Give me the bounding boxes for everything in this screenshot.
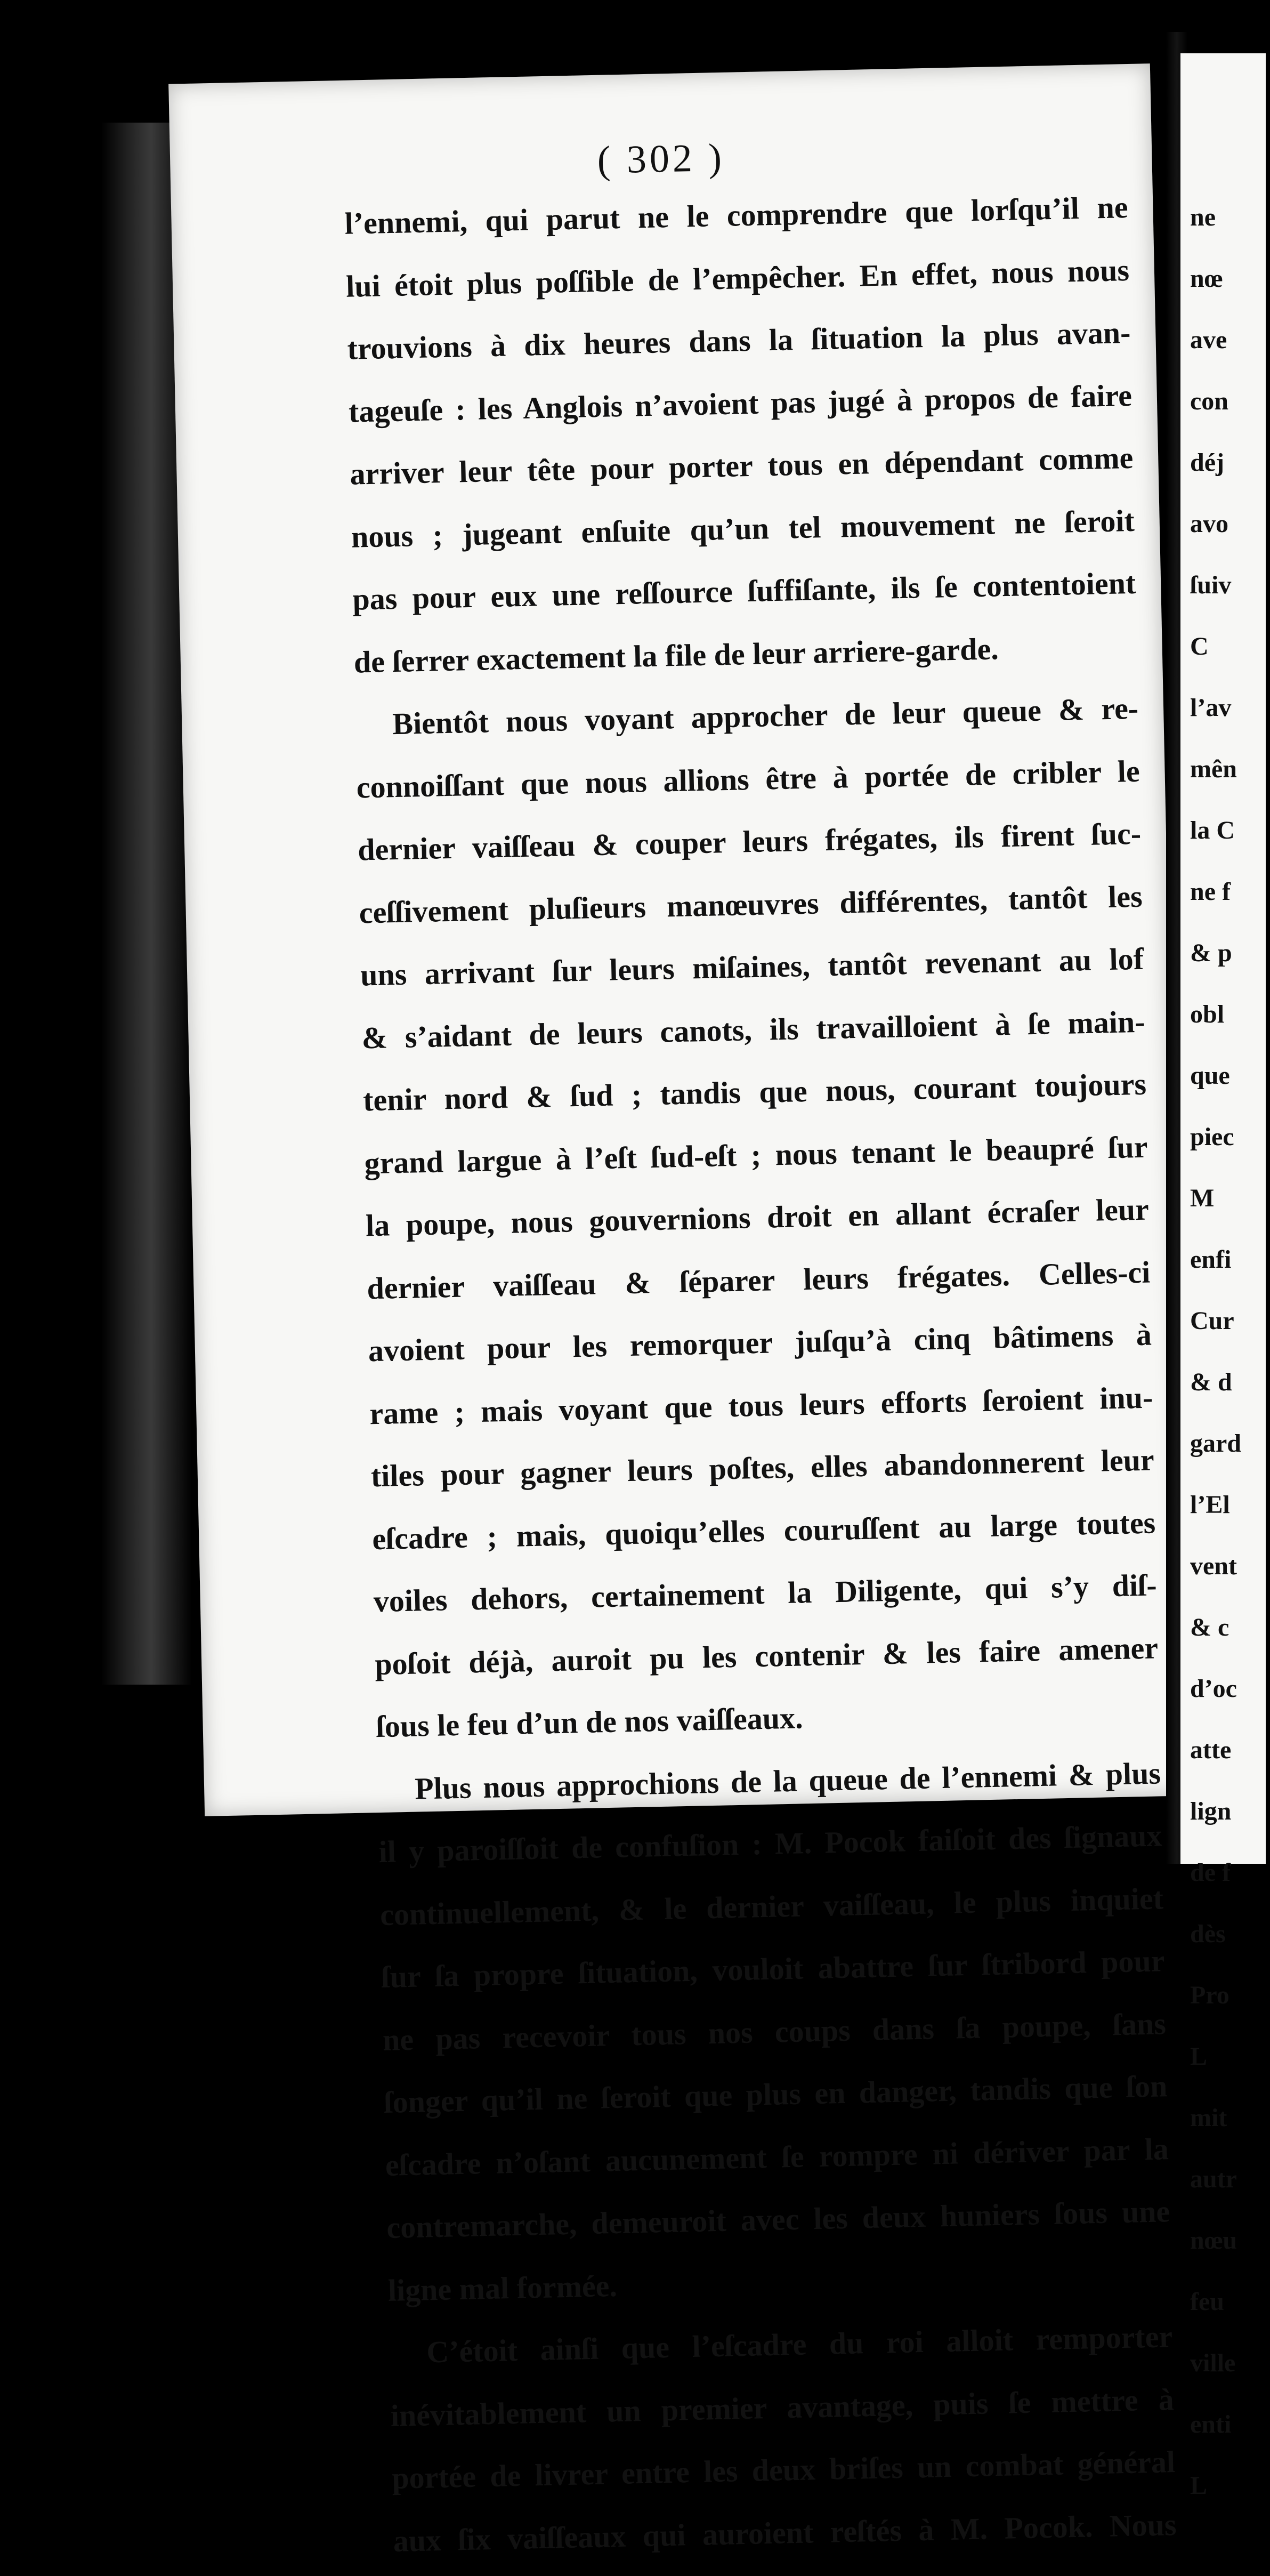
text-line: ſous le feu d’un de nos vaiſſeaux. <box>376 1700 804 1744</box>
text-line: ſonger qu’il ne ſeroit que plus en danger, tandis que ſon <box>383 2068 1168 2120</box>
text-line: arriver leur tête pour porter tous en dépendant comme <box>349 440 1134 492</box>
text-line: C’étoit ainſi que l’eſcadre du roi alloit remporter <box>426 2319 1173 2370</box>
text-line: ſur ſa propre ſituation, vouloit abattre ſur ſtribord pour <box>381 1943 1165 1995</box>
text-line: aux ſix vaiſſeaux qui auroient reſtés à M. Pocok. Nous <box>393 2507 1177 2558</box>
text-line: uns arrivant ſur leurs miſaines, tantôt revenant au lof <box>360 941 1144 993</box>
facing-page-line: autr <box>1190 2165 1237 2193</box>
facing-page-line: obl <box>1190 1000 1225 1028</box>
text-line: nous ; jugeant enſuite qu’un tel mouvement ne ſeroit <box>351 503 1135 554</box>
text-line: ne pas recevoir tous nos coups dans ſa poupe, ſans <box>382 2006 1167 2057</box>
facing-page-line: que <box>1190 1061 1230 1090</box>
text-line: inévitablement un premier avantage, puis ſe mettre à <box>390 2381 1175 2433</box>
facing-page-line: L <box>1190 2042 1208 2071</box>
facing-page-line: enti <box>1190 2410 1232 2438</box>
facing-page-line: déj <box>1190 448 1224 477</box>
facing-page-line: M <box>1190 1184 1215 1212</box>
text-line: Plus nous approchions de la queue de l’ennemi & plus <box>414 1755 1161 1806</box>
text-line: ligne mal formée. <box>387 2268 618 2308</box>
facing-page-line: & p <box>1190 939 1232 967</box>
text-line: il y paroiſſoit de confuſion : M. Pocok faiſoit des ſignaux <box>378 1818 1163 1870</box>
facing-page-line: Cur <box>1190 1307 1234 1335</box>
text-line: portée de livrer entre les deux briſes un combat général <box>391 2444 1176 2495</box>
facing-page-line: C <box>1190 632 1209 661</box>
facing-page-line: atte <box>1190 1736 1232 1764</box>
book-page <box>168 63 1186 2558</box>
facing-page-line: ne <box>1190 203 1216 231</box>
facing-page-line: Pro <box>1190 1981 1229 2009</box>
text-line: grand largue à l’eſt ſud-eſt ; nous tenant le beaupré ſur <box>363 1129 1148 1180</box>
text-line: tiles pour gagner leurs poſtes, elles abandonnerent leur <box>370 1442 1155 1494</box>
page-body-text <box>344 176 1177 2572</box>
text-line: lui étoit plus poſſible de l’empêcher. En effet, nous nous <box>345 252 1130 304</box>
facing-page-fragment <box>1180 53 1266 2500</box>
text-line: connoiſſant que nous allions être à portée de cribler le <box>356 753 1140 805</box>
text-line: eſcadre ; mais, quoiqu’elles couruſſent au large toutes <box>371 1504 1156 1556</box>
text-line: tenir nord & ſud ; tandis que nous, courant toujours <box>362 1066 1147 1118</box>
facing-page-line: mên <box>1190 755 1237 783</box>
facing-page-line: nœu <box>1190 2226 1237 2255</box>
facing-page-line: nœ <box>1190 264 1223 293</box>
facing-page-line: avo <box>1190 510 1228 538</box>
facing-page-line: mit <box>1190 2104 1227 2132</box>
text-line: tageuſe : les Anglois n’avoient pas jugé à propos de faire <box>348 377 1133 429</box>
text-line: dernier vaiſſeau & couper leurs frégates, ils firent ſuc- <box>357 816 1142 867</box>
text-line: Bientôt nous voyant approcher de leur queue & re- <box>392 690 1139 742</box>
text-line: la poupe, nous gouvernions droit en allant écraſer leur <box>365 1192 1150 1243</box>
facing-page-line: lign <box>1190 1797 1232 1825</box>
facing-page-line: l’El <box>1190 1491 1230 1519</box>
page-number-header: ( 302 ) <box>596 135 725 182</box>
text-line: pas pour eux une reſſource ſuffiſante, ils ſe contentoient <box>352 565 1136 617</box>
facing-page-line: d’oc <box>1190 1675 1237 1703</box>
text-line: ceſſivement pluſieurs manœuvres différentes, tantôt les <box>359 879 1143 930</box>
facing-page-line: con <box>1190 387 1228 415</box>
text-line: eſcadre n’oſant aucunement ſe rompre ni dériver par la <box>385 2131 1169 2183</box>
facing-page-line: vent <box>1190 1552 1237 1580</box>
facing-page-line: de f <box>1190 1858 1231 1887</box>
facing-page-line: ſuiv <box>1190 571 1232 599</box>
facing-page-line: ville <box>1190 2349 1236 2377</box>
facing-page-text <box>1190 187 1270 2516</box>
text-line: contremarche, demeuroit avec les deux huniers ſous une <box>386 2194 1170 2245</box>
facing-page-line: feu <box>1190 2288 1224 2316</box>
facing-page-line: & d <box>1190 1368 1232 1396</box>
facing-page-line: ne f <box>1190 878 1231 906</box>
facing-page-line: ave <box>1190 326 1227 354</box>
text-line: trouvions à dix heures dans la ſituation la plus avan- <box>346 315 1131 366</box>
facing-page-line: dès <box>1190 1920 1226 1948</box>
facing-page-line: piec <box>1190 1123 1234 1151</box>
facing-page-line: & c <box>1190 1613 1229 1641</box>
text-line: avoient pour les remorquer juſqu’à cinq bâtimens à <box>368 1317 1152 1368</box>
facing-page-line: L <box>1190 2472 1208 2500</box>
text-line: dernier vaiſſeau & ſéparer leurs frégates. Celles-ci <box>366 1254 1151 1306</box>
facing-page-line: l’av <box>1190 694 1232 722</box>
text-line: continuellement, & le dernier vaiſſeau, le plus inquiet <box>379 1880 1164 1932</box>
text-line: l’ennemi, qui parut ne le comprendre que lorſqu’il ne <box>344 190 1129 241</box>
text-line: rame ; mais voyant que tous leurs efforts ſeroient inu- <box>369 1380 1153 1431</box>
text-line: de ſerrer exactement la file de leur arriere-garde. <box>353 631 999 680</box>
text-line: voiles dehors, certainement la Diligente, qui s’y diſ- <box>373 1567 1158 1619</box>
facing-page-line: gard <box>1190 1429 1241 1458</box>
text-line: & s’aidant de leurs canots, ils travailloient à ſe main- <box>361 1004 1146 1055</box>
facing-page-line: la C <box>1190 816 1235 844</box>
facing-page-line: enfi <box>1190 1245 1232 1274</box>
text-line: poſoit déjà, auroit pu les contenir & les faire amener <box>374 1630 1159 1681</box>
